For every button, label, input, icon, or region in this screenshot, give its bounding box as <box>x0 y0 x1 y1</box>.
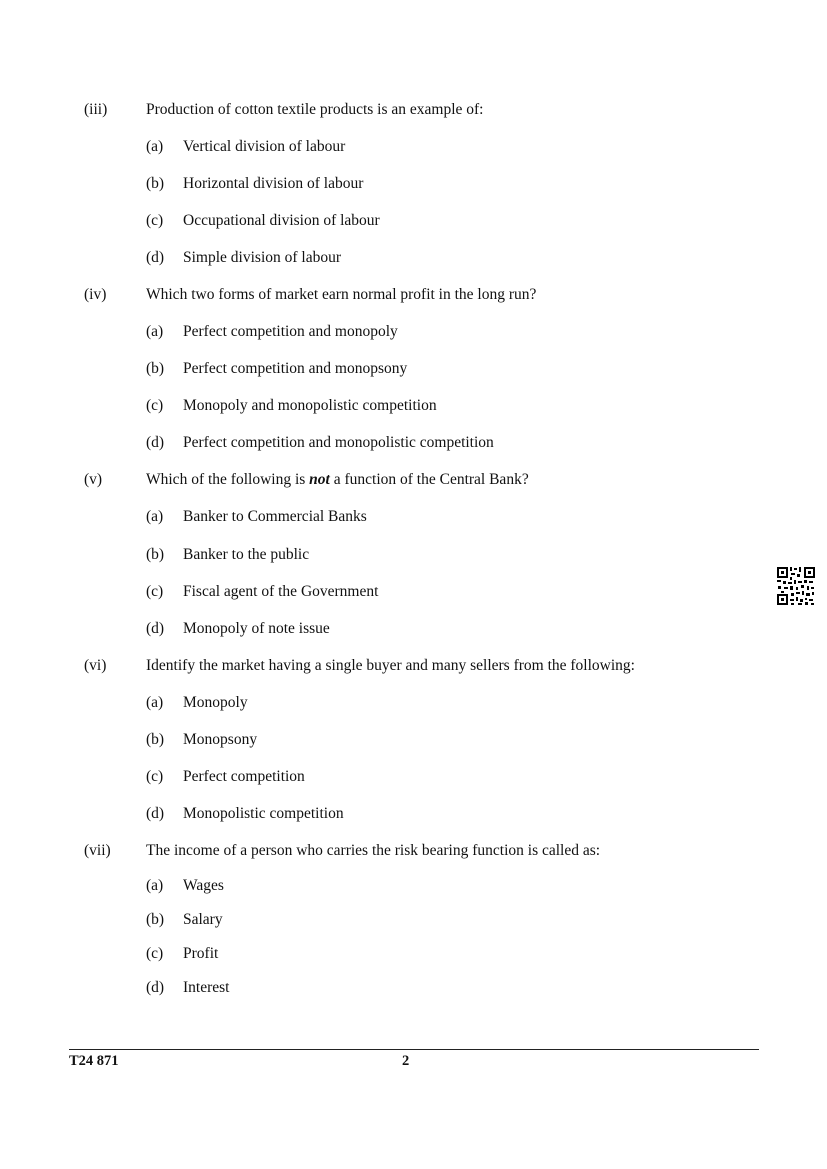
qr-code-icon <box>776 566 816 606</box>
question-text: Identify the market having a single buyer and many sellers from the following: <box>146 657 635 674</box>
question-number: (iv) <box>84 286 107 303</box>
option-letter: (d) <box>146 434 165 451</box>
option-text: Perfect competition and monopoly <box>183 323 398 340</box>
option-letter: (a) <box>146 694 164 711</box>
option-text: Banker to the public <box>183 546 310 563</box>
option-letter: (d) <box>146 979 165 996</box>
option-letter: (b) <box>146 911 165 928</box>
question-number: (vi) <box>84 657 107 674</box>
option-text: Monopolistic competition <box>183 805 344 822</box>
option-text: Monopsony <box>183 731 258 748</box>
option-text: Monopoly and monopolistic competition <box>183 397 437 414</box>
paper-code: T24 871 <box>69 1053 119 1069</box>
question-text: The income of a person who carries the risk bearing function is called as: <box>146 842 601 859</box>
option-text: Occupational division of labour <box>183 212 380 229</box>
option-text: Monopoly of note issue <box>183 620 330 637</box>
option-letter: (a) <box>146 877 164 894</box>
option-text: Fiscal agent of the Government <box>183 583 379 600</box>
option-text: Salary <box>183 911 223 928</box>
question-number: (vii) <box>84 842 111 859</box>
option-text: Vertical division of labour <box>183 138 346 155</box>
option-text: Simple division of labour <box>183 249 342 266</box>
option-letter: (b) <box>146 175 165 192</box>
option-text: Perfect competition and monopsony <box>183 360 408 377</box>
option-letter: (a) <box>146 323 164 340</box>
footer-divider <box>69 1049 759 1050</box>
question-number: (iii) <box>84 101 108 118</box>
question-number: (v) <box>84 471 103 488</box>
option-text: Interest <box>183 979 230 996</box>
page-number: 2 <box>402 1053 410 1069</box>
option-text: Monopoly <box>183 694 248 711</box>
option-letter: (b) <box>146 360 165 377</box>
question-text: Which two forms of market earn normal profit in the long run? <box>146 286 537 303</box>
option-letter: (b) <box>146 546 165 563</box>
question-text-before: Which of the following is <box>146 471 310 488</box>
option-text: Horizontal division of labour <box>183 175 364 192</box>
option-letter: (c) <box>146 397 164 414</box>
option-letter: (a) <box>146 138 164 155</box>
option-letter: (a) <box>146 508 164 525</box>
emphasis-not: not <box>309 471 330 488</box>
option-text: Wages <box>183 877 224 894</box>
option-letter: (c) <box>146 583 164 600</box>
option-letter: (d) <box>146 805 165 822</box>
option-letter: (c) <box>146 768 164 785</box>
question-text: Production of cotton textile products is an example of: <box>146 101 484 118</box>
option-letter: (c) <box>146 945 164 962</box>
option-text: Banker to Commercial Banks <box>183 508 367 525</box>
option-letter: (b) <box>146 731 165 748</box>
option-text: Profit <box>183 945 219 962</box>
option-letter: (d) <box>146 249 165 266</box>
option-text: Perfect competition <box>183 768 305 785</box>
question-text-after: a function of the Central Bank? <box>329 471 529 488</box>
question-text <box>146 471 529 489</box>
option-letter: (c) <box>146 212 164 229</box>
option-letter: (d) <box>146 620 165 637</box>
option-text: Perfect competition and monopolistic competition <box>183 434 494 451</box>
